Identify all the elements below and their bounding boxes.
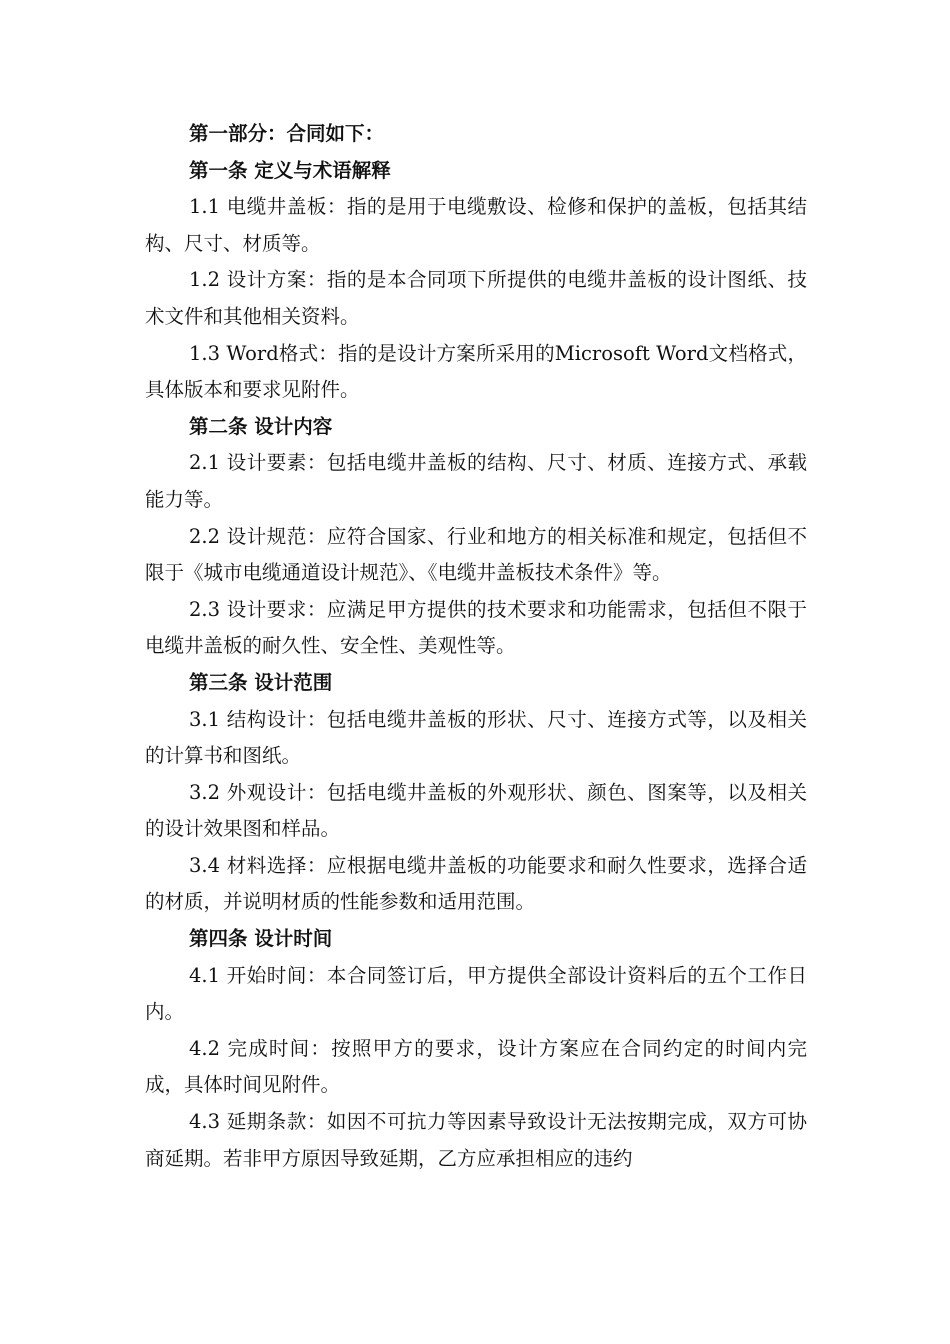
clause-3-1: 3.1 结构设计：包括电缆井盖板的形状、尺寸、连接方式等，以及相关的计算书和图纸。 bbox=[145, 707, 807, 768]
section-title-2: 第二条 设计内容 bbox=[189, 414, 333, 438]
clause-3-2: 3.2 外观设计：包括电缆井盖板的外观形状、颜色、图案等，以及相关的设计效果图和样品。 bbox=[145, 780, 807, 841]
contract-body bbox=[145, 116, 807, 1177]
clause-1-3: 1.3 Word格式：指的是设计方案所采用的Microsoft Word文档格式，具体版本和要求见附件。 bbox=[145, 341, 807, 402]
part-title: 第一部分：合同如下： bbox=[189, 122, 385, 145]
clause-2-2: 2.2 设计规范：应符合国家、行业和地方的相关标准和规定，包括但不限于《城市电缆通道设计规范》、《电缆井盖板技术条件》等。 bbox=[145, 524, 807, 585]
clause-4-2: 4.2 完成时间：按照甲方的要求，设计方案应在合同约定的时间内完成，具体时间见附件。 bbox=[145, 1036, 807, 1097]
clause-1-2: 1.2 设计方案：指的是本合同项下所提供的电缆井盖板的设计图纸、技术文件和其他相关资料。 bbox=[145, 268, 807, 328]
clause-2-1: 2.1 设计要素：包括电缆井盖板的结构、尺寸、材质、连接方式、承载能力等。 bbox=[145, 451, 807, 511]
clause-3-4: 3.4 材料选择：应根据电缆井盖板的功能要求和耐久性要求，选择合适的材质，并说明材质的性能参数和适用范围。 bbox=[145, 853, 807, 914]
section-title-3: 第三条 设计范围 bbox=[189, 670, 333, 694]
clause-1-1: 1.1 电缆井盖板：指的是用于电缆敷设、检修和保护的盖板，包括其结构、尺寸、材质等。 bbox=[145, 195, 807, 255]
section-title-4: 第四条 设计时间 bbox=[189, 927, 333, 951]
clause-4-1: 4.1 开始时间：本合同签订后，甲方提供全部设计资料后的五个工作日内。 bbox=[145, 963, 807, 1024]
section-title-1: 第一条 定义与术语解释 bbox=[189, 158, 391, 182]
clause-2-3: 2.3 设计要求：应满足甲方提供的技术要求和功能需求，包括但不限于电缆井盖板的耐久性、安全性、美观性等。 bbox=[145, 597, 807, 658]
clause-4-3: 4.3 延期条款：如因不可抗力等因素导致设计无法按期完成，双方可协商延期。若非甲方原因导致延期，乙方应承担相应的违约 bbox=[145, 1110, 807, 1170]
